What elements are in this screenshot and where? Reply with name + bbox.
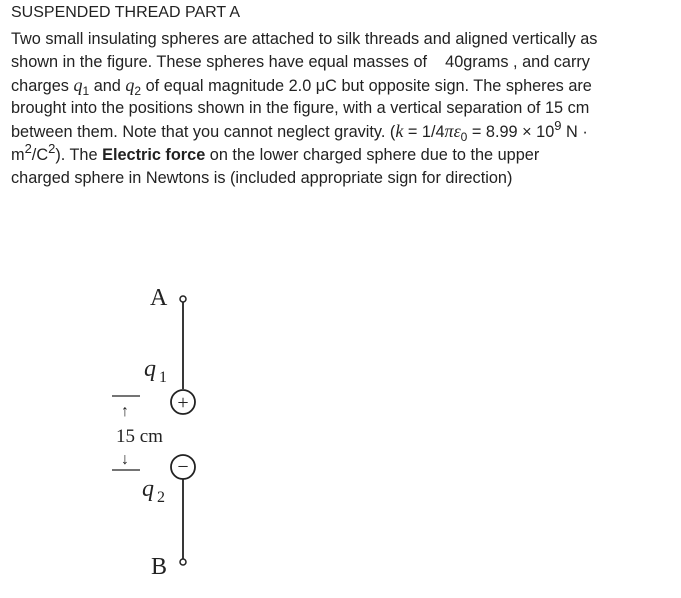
unit-slash-c: /C [31, 145, 49, 164]
q2-figure-sub: 2 [157, 489, 165, 506]
electric-force-term: Electric force [102, 145, 206, 164]
label-a: A [150, 285, 168, 311]
problem-statement [11, 28, 661, 190]
thread-diagram [100, 270, 240, 590]
q2-symbol: q [125, 74, 135, 95]
q1-subscript: 1 [82, 83, 90, 98]
problem-line-5b: = 1/4 [403, 123, 445, 142]
q2-subscript: 2 [134, 83, 142, 98]
arrow-down: ↓ [121, 451, 129, 468]
q1-symbol: q [73, 74, 83, 95]
plus-sign: + [177, 392, 189, 414]
q1-figure-sub: 1 [159, 369, 167, 386]
problem-line-6b: on the lower charged sphere due to the upper [209, 145, 540, 164]
problem-line-2: shown in the figure. These spheres have equal masses of [11, 52, 428, 71]
label-b: B [151, 554, 168, 580]
problem-line-5d: N · [561, 123, 588, 142]
q2-figure-label: q [142, 476, 154, 502]
mass-value: 40grams [445, 52, 509, 71]
problem-line-6a: ). The [55, 145, 98, 164]
problem-line-5c: = 8.99 × 10 [467, 123, 555, 142]
problem-line-4: brought into the positions shown in the figure, with a vertical separation of 15 cm [11, 99, 590, 118]
lower-anchor [180, 559, 186, 565]
arrow-up: ↑ [121, 403, 129, 420]
minus-sign: − [177, 456, 189, 478]
problem-line-1: Two small insulating spheres are attached to silk threads and aligned vertically as [11, 30, 598, 48]
problem-line-5a: between them. Note that you cannot neglect gravity. ( [11, 123, 396, 142]
exponent-c: 2 [48, 140, 56, 156]
k-symbol: k [395, 121, 404, 142]
upper-anchor [180, 296, 186, 302]
problem-line-3b: of equal magnitude 2.0 μC but opposite sign. The spheres are [145, 76, 592, 95]
exponent-9: 9 [554, 118, 562, 134]
problem-line-2-tail: , and carry [513, 52, 590, 71]
epsilon-subscript: 0 [460, 130, 468, 145]
problem-title: SUSPENDED THREAD PART A [11, 4, 241, 21]
problem-line-7: charged sphere in Newtons is (included appropriate sign for direction) [11, 168, 513, 187]
thread-figure [100, 270, 240, 590]
exponent-m: 2 [24, 140, 32, 156]
problem-line-3a: charges [11, 76, 69, 95]
unit-m: m [11, 145, 25, 164]
separation-label: 15 cm [116, 426, 163, 447]
pi-epsilon: πε [444, 121, 461, 142]
q1-figure-label: q [144, 356, 156, 382]
problem-line-3-and: and [93, 76, 121, 95]
